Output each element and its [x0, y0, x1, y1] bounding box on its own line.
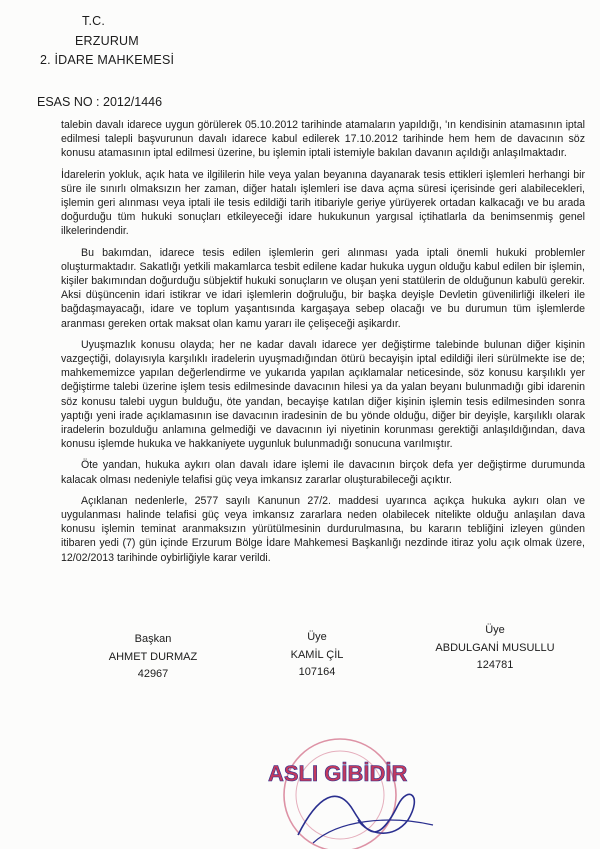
- signature-member-2: [420, 622, 570, 675]
- paragraph: İdarelerin yokluk, açık hata ve ilgililerin hile veya yalan beyanına dayanarak tesis ettikleri işlemleri herhangi bir süre ile sınırlı olmaksızın her zaman, diğer hatalı işlemleri ise dava açma süresi içerisinde geri alabilecekleri, işlemin geri alınması veya iptali ile tesis edildiği tarih itibariyle geriye yürüyerek ortadan kalkacağı ve bu arada doğurduğu tüm hukuki sonuçları etkileyeceği idare hukukunun yargısal içtihatlarla da benimsenmiş genel ilkelerindendir.: [61, 168, 585, 238]
- court-city: ERZURUM: [75, 34, 139, 48]
- signature-president: [88, 631, 218, 684]
- handwritten-signature: [298, 794, 414, 835]
- paragraph: talebin davalı idarece uygun görülerek 05.10.2012 tarihinde atamaların yapıldığı, 'ın kendisinin atamasının iptal edilmesi talepli başvurunun davalı idarece kabul edilerek 17.10.2012 tarihinde hem hem de davacının söz konusu atamasının iptal edilmesi üzerine, bu işlemin iptali istemiyle bakılan davanın açıldığı anlaşılmaktadır.: [61, 119, 585, 160]
- signature-name: AHMET DURMAZ: [108, 650, 198, 663]
- certified-copy-stamp: [258, 725, 448, 849]
- signature-name: ABDULGANİ MUSULLU: [435, 641, 555, 654]
- signature-number: 42967: [137, 668, 169, 680]
- signature-title: Üye: [307, 631, 327, 643]
- court-name: 2. İDARE MAHKEMESİ: [40, 53, 175, 67]
- decision-body: [61, 118, 585, 572]
- signature-title: Başkan: [134, 633, 172, 645]
- case-number: ESAS NO : 2012/1446: [37, 95, 163, 109]
- signature-number: 124781: [476, 659, 514, 671]
- signature-member-1: [262, 629, 372, 682]
- signature-number: 107164: [298, 666, 336, 678]
- court-country: T.C.: [82, 14, 106, 28]
- paragraph: Öte yandan, hukuka aykırı olan davalı idare işlemi ile davacının birçok defa yer değiştirme durumunda kalacak olması nedeniyle telafisi güç veya imkansız zararlar oluşturabileceği açıktır.: [61, 459, 585, 486]
- paragraph: Bu bakımdan, idarece tesis edilen işlemlerin geri alınması yada iptali önemli hukuki problemler oluşturmaktadır. Sakatlığı yetkili makamlarca tesbit edilene kadar hukuka uygun olduğu kabul edilen bir işlemin, kişiler bakımından doğurduğu sübjektif hukuki sonuçların ve oluşan yeni statülerin de olduğunun kabulü gerekir. Aksi düşüncenin idari istikrar ve idari işlemlerin doğruluğu, bir başka deyişle Devletin güvenilirliği ilkeleri ile bağdaşmayacağı, idare ve toplum yaşantısında kargaşaya sebep olacağı ve bu durumun tüm işlemlerde aranması gereken ortak maksat olan kamu yararı ile çelişeceği aşikardır.: [61, 246, 585, 330]
- signature-name: KAMİL ÇİL: [290, 648, 344, 661]
- paragraph: Açıklanan nedenlerle, 2577 sayılı Kanunun 27/2. maddesi uyarınca açıkça hukuka aykırı olan ve uygulanması halinde telafisi güç veya imkansız zararlara neden olabilecek nitelikte olduğu anlaşılan dava konusu işlemin teminat aranmaksızın yürütülmesinin durdurulmasına, bu kararın tebliğini izleyen günden itibaren yedi (7) gün içinde Erzurum Bölge İdare Mahkemesi Başkanlığı nezdinde itiraz yolu açık olmak üzere, 12/02/2013 tarihinde oybirliğiyle karar verildi.: [61, 494, 585, 564]
- paragraph: Uyuşmazlık konusu olayda; her ne kadar davalı idarece yer değiştirme talebinde bulunan diğer kişinin vazgeçtiği, dolayısıyla karşılıklı iradelerin uyuşmadığından ötürü becayişin iptal edildiği ileri sürülmekte ise de; mahkememizce yapılan değerlendirme ve yukarıda yapılan açıklamalar neticesinde, söz konusu karşılıklı yer değiştirme talebi üzerine işlem tesis edilmesinde davacının hilesi ya da yalan beyanı bulunmadığı gibi idarenin söz konusu talebi uygun bulduğu, öte yandan, becayişe katılan diğer kişinin işlemin tesis edilmesinden sonra yaptığı yeni irade açıklamasının ise davacının iradesinin de bu yönde olduğu, diğer bir deyişle, karşılıklı olarak iradelerin bozulduğu anlamına gelmediği ve davacının iyi niyetinin korunması gerektiği anlaşıldığından, dava konusu işlemde hukuka ve hakkaniyete uygunluk bulunmadığı sonucuna varılmıştır.: [61, 338, 585, 451]
- signature-title: Üye: [485, 624, 505, 636]
- stamp-text: ASLI GİBİDİR: [268, 761, 408, 786]
